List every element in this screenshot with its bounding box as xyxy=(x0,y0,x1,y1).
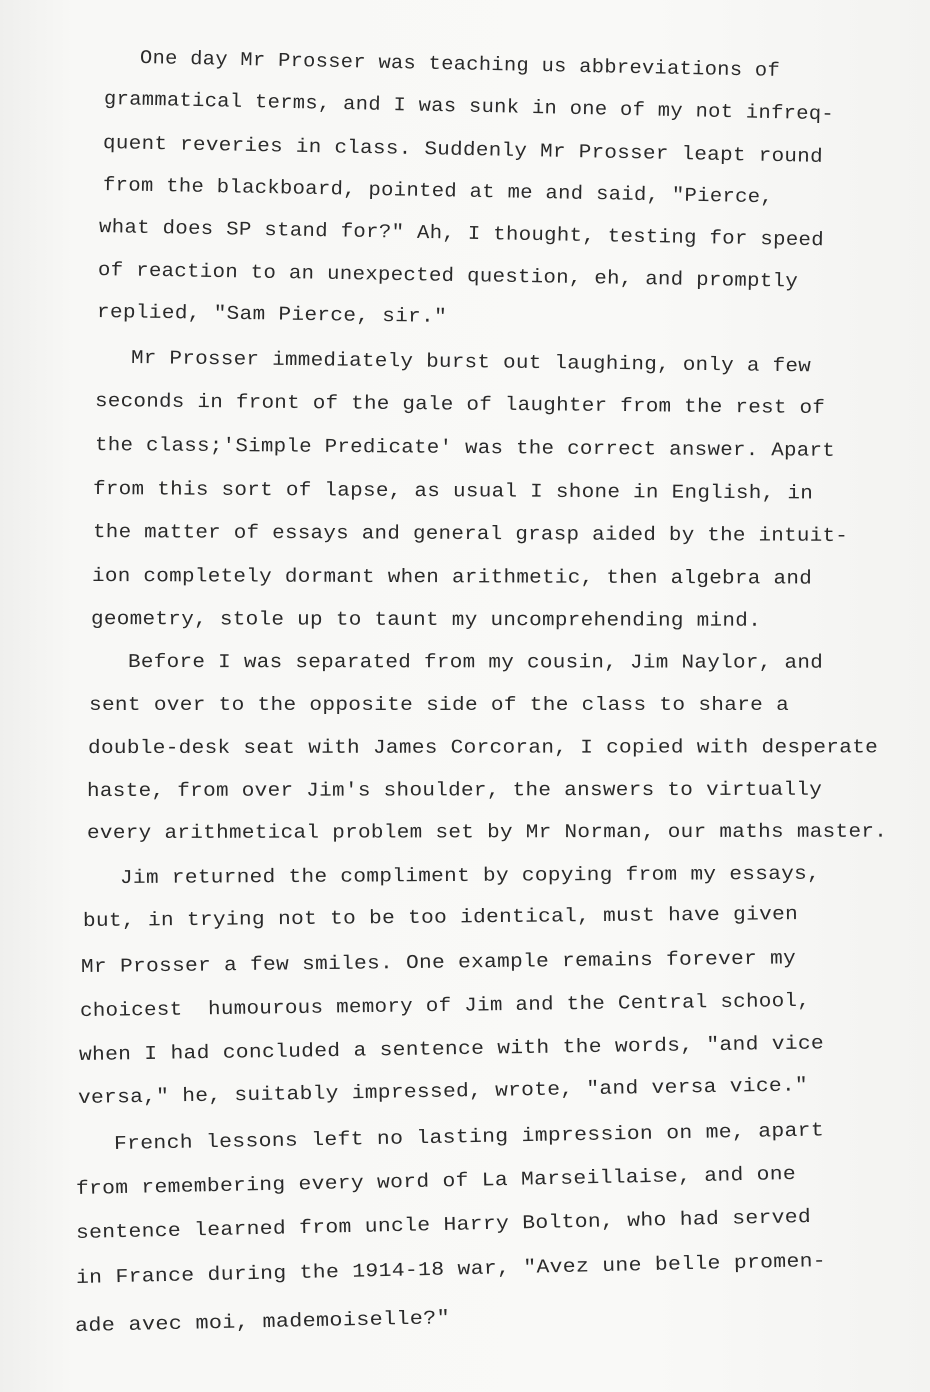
text-line: haste, from over Jim's shoulder, the answers to virtually xyxy=(86,778,823,802)
text-line: seconds in front of the gale of laughter from the rest of xyxy=(94,390,826,420)
text-line: the matter of essays and general grasp aided by the intuit- xyxy=(92,521,849,547)
text-line: sentence learned from uncle Harry Bolton, who had served xyxy=(75,1205,812,1244)
text-line: ade avec moi, mademoiselle?" xyxy=(74,1307,451,1337)
text-line: choicest humourous memory of Jim and the Central school, xyxy=(79,989,811,1022)
text-line: French lessons left no lasting impression on me, apart xyxy=(113,1119,825,1155)
text-line: sent over to the opposite side of the class to share a xyxy=(89,694,790,716)
text-line: One day Mr Prosser was teaching us abbreviations of xyxy=(139,47,781,82)
text-line: of reaction to an unexpected question, eh, and promptly xyxy=(97,259,799,293)
text-line: grammatical terms, and I was sunk in one of my not infreq- xyxy=(103,88,835,126)
text-line: in France during the 1914-18 war, "Avez une belle promen- xyxy=(75,1249,827,1289)
text-line: from this sort of lapse, as usual I shone in English, in xyxy=(92,478,814,505)
text-line: from the blackboard, pointed at me and said, "Pierce, xyxy=(102,174,774,209)
text-line: versa," he, suitably impressed, wrote, "and versa vice." xyxy=(77,1074,809,1109)
text-line: ion completely dormant when arithmetic, then algebra and xyxy=(91,565,813,590)
text-line: quent reveries in class. Suddenly Mr Prosser leapt round xyxy=(102,132,824,168)
text-line: double-desk seat with James Corcoran, I copied with desperate xyxy=(87,736,879,759)
text-line: Mr Prosser a few smiles. One example remains forever my xyxy=(80,947,797,978)
text-line: the class;'Simple Predicate' was the correct answer. Apart xyxy=(94,434,836,462)
text-line: replied, "Sam Pierce, sir." xyxy=(96,301,448,328)
text-line: Before I was separated from my cousin, Jim Naylor, and xyxy=(127,651,824,674)
text-line: from remembering every word of La Marseillaise, and one xyxy=(75,1162,797,1200)
text-line: Mr Prosser immediately burst out laughing, only a few xyxy=(130,347,812,378)
text-line: every arithmetical problem set by Mr Norman, our maths master. xyxy=(86,820,888,844)
text-line: Jim returned the compliment by copying from my essays, xyxy=(119,862,821,889)
text-line: but, in trying not to be too identical, must have given xyxy=(82,903,799,932)
text-line: what does SP stand for?" Ah, I thought, testing for speed xyxy=(98,216,825,252)
text-line: when I had concluded a sentence with the words, "and vice xyxy=(78,1032,825,1066)
text-line: geometry, stole up to taunt my uncomprehending mind. xyxy=(90,608,762,632)
